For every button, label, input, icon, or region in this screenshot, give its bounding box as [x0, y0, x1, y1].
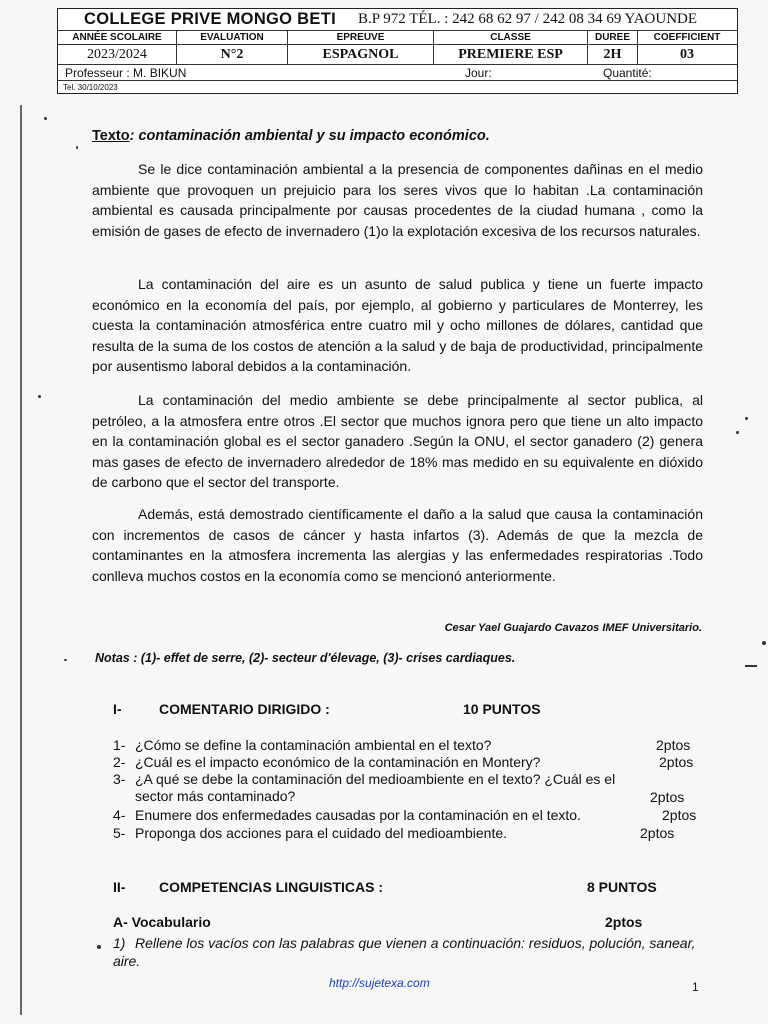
paragraph-2 [92, 274, 703, 377]
tel-date: Tel. 30/10/2023 [63, 82, 118, 92]
question-4 [113, 807, 581, 824]
notes: Notas : (1)- effet de serre, (2)- secteur d'élevage, (3)- crises cardiaques. [95, 651, 516, 665]
item-number: 1) [113, 935, 126, 951]
question-4-points: 2ptos [662, 807, 697, 823]
scan-speck [97, 945, 101, 949]
header-school-row [58, 9, 737, 31]
scan-speck [745, 417, 748, 420]
header-professor-row [58, 65, 737, 81]
section1-points: 10 PUNTOS [463, 701, 541, 717]
question-text: Enumere dos enfermedades causadas por la contaminación en el texto. [135, 807, 581, 823]
vocabulary-points: 2ptos [605, 914, 643, 930]
label-epreuve: EPREUVE [288, 31, 434, 44]
paragraph-3 [92, 390, 703, 493]
title-text: : contaminación ambiental y su impacto económico. [129, 128, 490, 144]
vocabulary-item-1 [113, 934, 703, 970]
value-coefficient: 03 [680, 47, 694, 62]
header-table [57, 8, 738, 94]
page-number: 1 [692, 980, 699, 994]
scan-speck [38, 395, 41, 398]
section2-number: II- [113, 879, 126, 895]
question-3-points: 2ptos [650, 789, 685, 805]
scan-margin-line [20, 105, 22, 1015]
question-text: ¿A qué se debe la contaminación del medioambiente en el texto? ¿Cuál es el [135, 771, 616, 787]
scan-speck [745, 665, 757, 667]
section1-number: I- [113, 701, 122, 717]
question-text: ¿Cuál es el impacto económico de la contaminación en Montery? [135, 754, 541, 770]
jour: Jour: [465, 65, 492, 80]
question-2-points: 2ptos [659, 754, 694, 770]
label-coefficient: COEFFICIENT [653, 32, 721, 43]
question-number: 5- [113, 825, 126, 841]
question-3 [113, 771, 703, 805]
question-1 [113, 737, 491, 754]
vocabulary-heading: A- Vocabulario [113, 914, 211, 930]
scan-speck [736, 431, 739, 434]
item-text: Rellene los vacíos con las palabras que vienen a continuación: residuos, polución, sanear, aire. [113, 935, 696, 969]
value-annee: 2023/2024 [58, 45, 177, 64]
text-title [92, 128, 490, 144]
professor: Professeur : M. BIKUN [65, 65, 187, 80]
paragraph-4 [92, 504, 703, 586]
question-5-points: 2ptos [640, 825, 675, 841]
question-number: 2- [113, 754, 126, 770]
scan-speck [76, 146, 78, 149]
paragraph-1 [92, 159, 703, 241]
question-5 [113, 825, 507, 842]
scan-speck [64, 659, 67, 661]
footer-url[interactable]: http://sujetexa.com [329, 976, 430, 990]
header-tel-row [58, 81, 737, 93]
question-text-continued: sector más contaminado? [135, 788, 296, 804]
value-evaluation: N°2 [177, 45, 288, 64]
section1-title: COMENTARIO DIRIGIDO : [159, 701, 330, 717]
label-annee: ANNÉE SCOLAIRE [58, 31, 177, 44]
question-1-points: 2ptos [656, 737, 691, 753]
section2-points: 8 PUNTOS [587, 879, 657, 895]
question-2 [113, 754, 540, 771]
value-epreuve: ESPAGNOL [288, 45, 434, 64]
paragraph-text: La contaminación del medio ambiente se debe principalmente al sector publica, al petróleo, a la atmosfera entre otros .El sector que muchos ignora pero que tiene un alto impacto en la contaminación global es el sector ganadero .Según la ONU, el sector ganadero (2) genera mas gases de efecto de invernadero alrededor de 18% mas medido en su equivalente en dióxido de carbono que el sector del transporte. [92, 392, 703, 490]
scan-speck [762, 641, 766, 645]
paragraph-text: Se le dice contaminación ambiental a la presencia de componentes dañinas en el medio ambiente que provoquen un prejuicio para los seres vivos que lo habitan .La contaminación ambiental es causada principalmente por causas procedentes de la ciudad humana , como la emisión de gases de efecto de invernadero (1)o la explotación excesiva de los recursos naturales. [92, 161, 703, 239]
section2-title: COMPETENCIAS LINGUISTICAS : [159, 879, 384, 895]
header-values-row [58, 45, 737, 65]
quantite: Quantité: [603, 65, 652, 80]
label-duree: DUREE [588, 31, 638, 44]
question-number: 4- [113, 807, 126, 823]
title-label: Texto [92, 128, 130, 144]
paragraph-text: Además, está demostrado científicamente el daño a la salud que causa la contaminación con incrementos de casos de cáncer y hasta infartos (3). Además de que la mezcla de contaminantes en la atmosfera incrementa las alergias y las enfermedades respiratorias .Todo conlleva muchos costos en la economía como se mencionó anteriormente. [92, 506, 703, 584]
author: Cesar Yael Guajardo Cavazos IMEF Universitario. [444, 622, 702, 634]
value-classe: PREMIERE ESP [434, 45, 588, 64]
value-duree: 2H [588, 45, 638, 64]
question-text: ¿Cómo se define la contaminación ambiental en el texto? [135, 737, 492, 753]
school-contact: B.P 972 TÉL. : 242 68 62 97 / 242 08 34 69 YAOUNDE [358, 11, 698, 27]
label-classe: CLASSE [434, 31, 588, 44]
school-name: COLLEGE PRIVE MONGO BETI [84, 10, 336, 28]
question-number: 1- [113, 737, 126, 753]
question-number: 3- [113, 771, 126, 787]
label-evaluation: EVALUATION [177, 31, 288, 44]
question-text: Proponga dos acciones para el cuidado del medioambiente. [135, 825, 508, 841]
header-labels-row [58, 31, 737, 45]
scan-speck [44, 117, 47, 120]
paragraph-text: La contaminación del aire es un asunto de salud publica y tiene un fuerte impacto económico en la economía del país, por ejemplo, al gobierno y particulares de Monterrey, les cuesta la contaminación atmosférica entre cuatro mil y ocho millones de dólares, cantidad que resulta de la suma de los costos de atención a la salud y de baja de productividad, principalmente por ausentismo laboral debidos a la contaminación. [92, 276, 703, 374]
